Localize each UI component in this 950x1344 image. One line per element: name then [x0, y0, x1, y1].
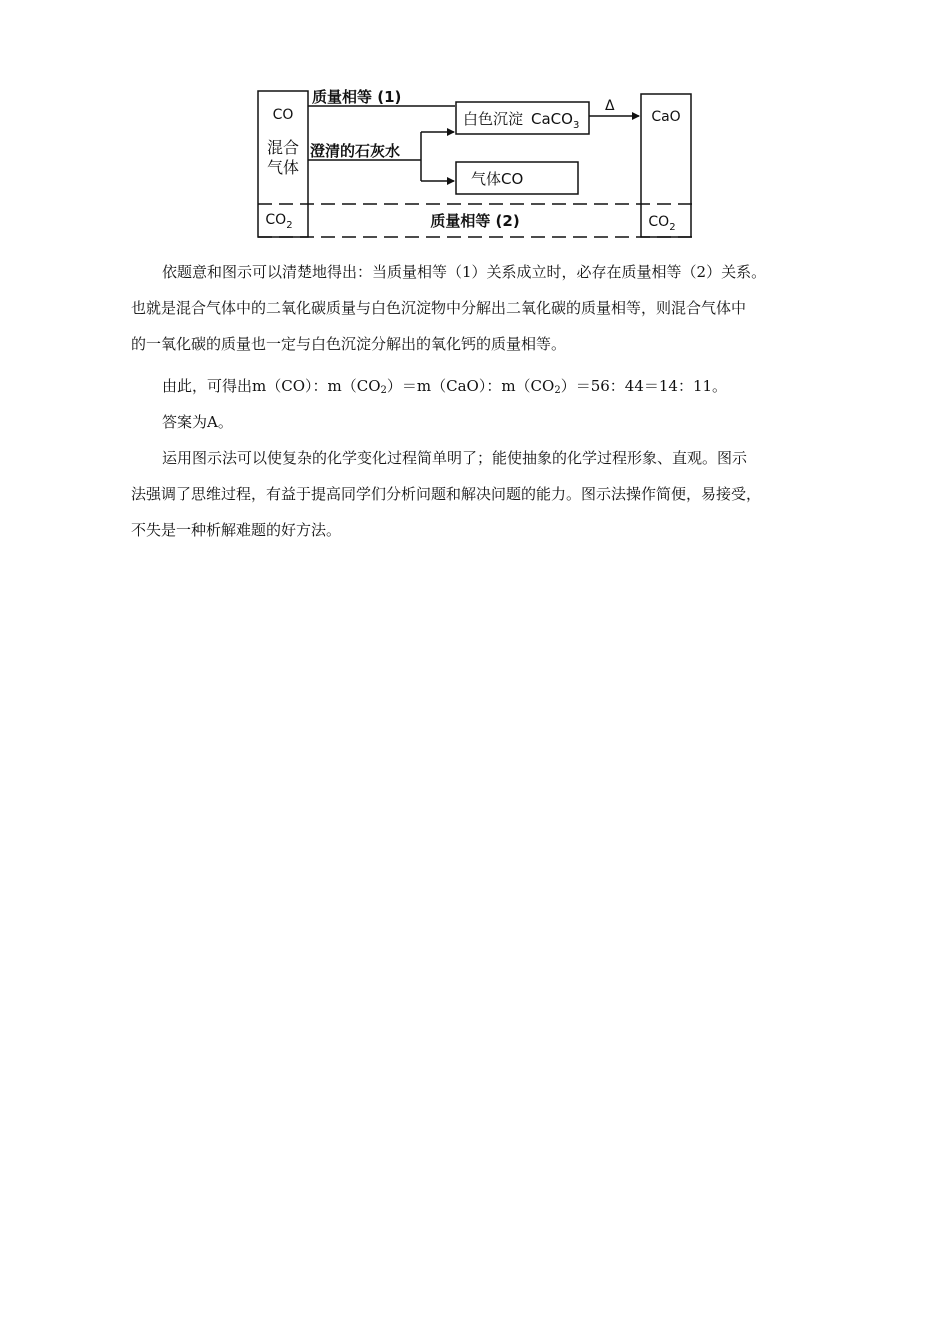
ratio-part-1: 由此，可得出m（CO）：m（CO: [162, 377, 381, 395]
answer-line: 答案为A。: [162, 413, 233, 431]
heat-symbol: Δ: [605, 98, 615, 114]
left-mixed-text-2: 气体: [266, 158, 300, 177]
left-co-text: CO: [272, 107, 294, 123]
left-mixed-text-1: 混合: [266, 138, 300, 157]
gas-text: 气体CO: [471, 170, 524, 188]
right-cao-text: CaO: [651, 109, 681, 125]
paragraph-2-line: [131, 368, 831, 404]
ratio-part-3: ）＝56：44＝14：11。: [560, 377, 728, 395]
ratio-sub-1: 2: [380, 385, 387, 396]
left-co2-text: $CO_2$: [265, 212, 293, 231]
paragraph-4-line-1: 运用图示法可以使复杂的化学变化过程简单明了；能使抽象的化学过程形象、直观。图示: [162, 449, 748, 467]
right-co2-text: $CO_2$: [648, 214, 676, 233]
bottom-label: 质量相等 (2): [430, 212, 520, 230]
top-label: 质量相等 (1): [312, 88, 402, 106]
paragraph-3: [131, 404, 831, 440]
branch-label: 澄清的石灰水: [310, 142, 401, 160]
paragraph-1-line-3: 的一氧化碳的质量也一定与白色沉淀分解出的氧化钙的质量相等。: [131, 335, 567, 353]
diagram-svg: [255, 86, 695, 242]
chemistry-diagram: [255, 86, 695, 242]
paragraph-1-line-2: 也就是混合气体中的二氧化碳质量与白色沉淀物中分解出二氧化碳的质量相等，则混合气体中: [131, 299, 747, 317]
paragraph-1-line-1: 依题意和图示可以清楚地得出：当质量相等（1）关系成立时，必存在质量相等（2）关系。: [162, 263, 767, 281]
paragraph-4-line-2: 法强调了思维过程，有益于提高同学们分析问题和解决问题的能力。图示法操作简便，易接受，: [131, 485, 762, 503]
ratio-sub-2: 2: [554, 385, 561, 396]
paragraph-2: [131, 368, 831, 404]
precipitate-text: 白色沉淀 CaCO$_3$: [463, 110, 580, 131]
paragraph-4: [131, 440, 831, 548]
paragraph-1: [131, 254, 831, 362]
ratio-part-2: ）＝m（CaO）：m（CO: [386, 377, 555, 395]
paragraph-4-line-3: 不失是一种析解难题的好方法。: [131, 521, 342, 539]
